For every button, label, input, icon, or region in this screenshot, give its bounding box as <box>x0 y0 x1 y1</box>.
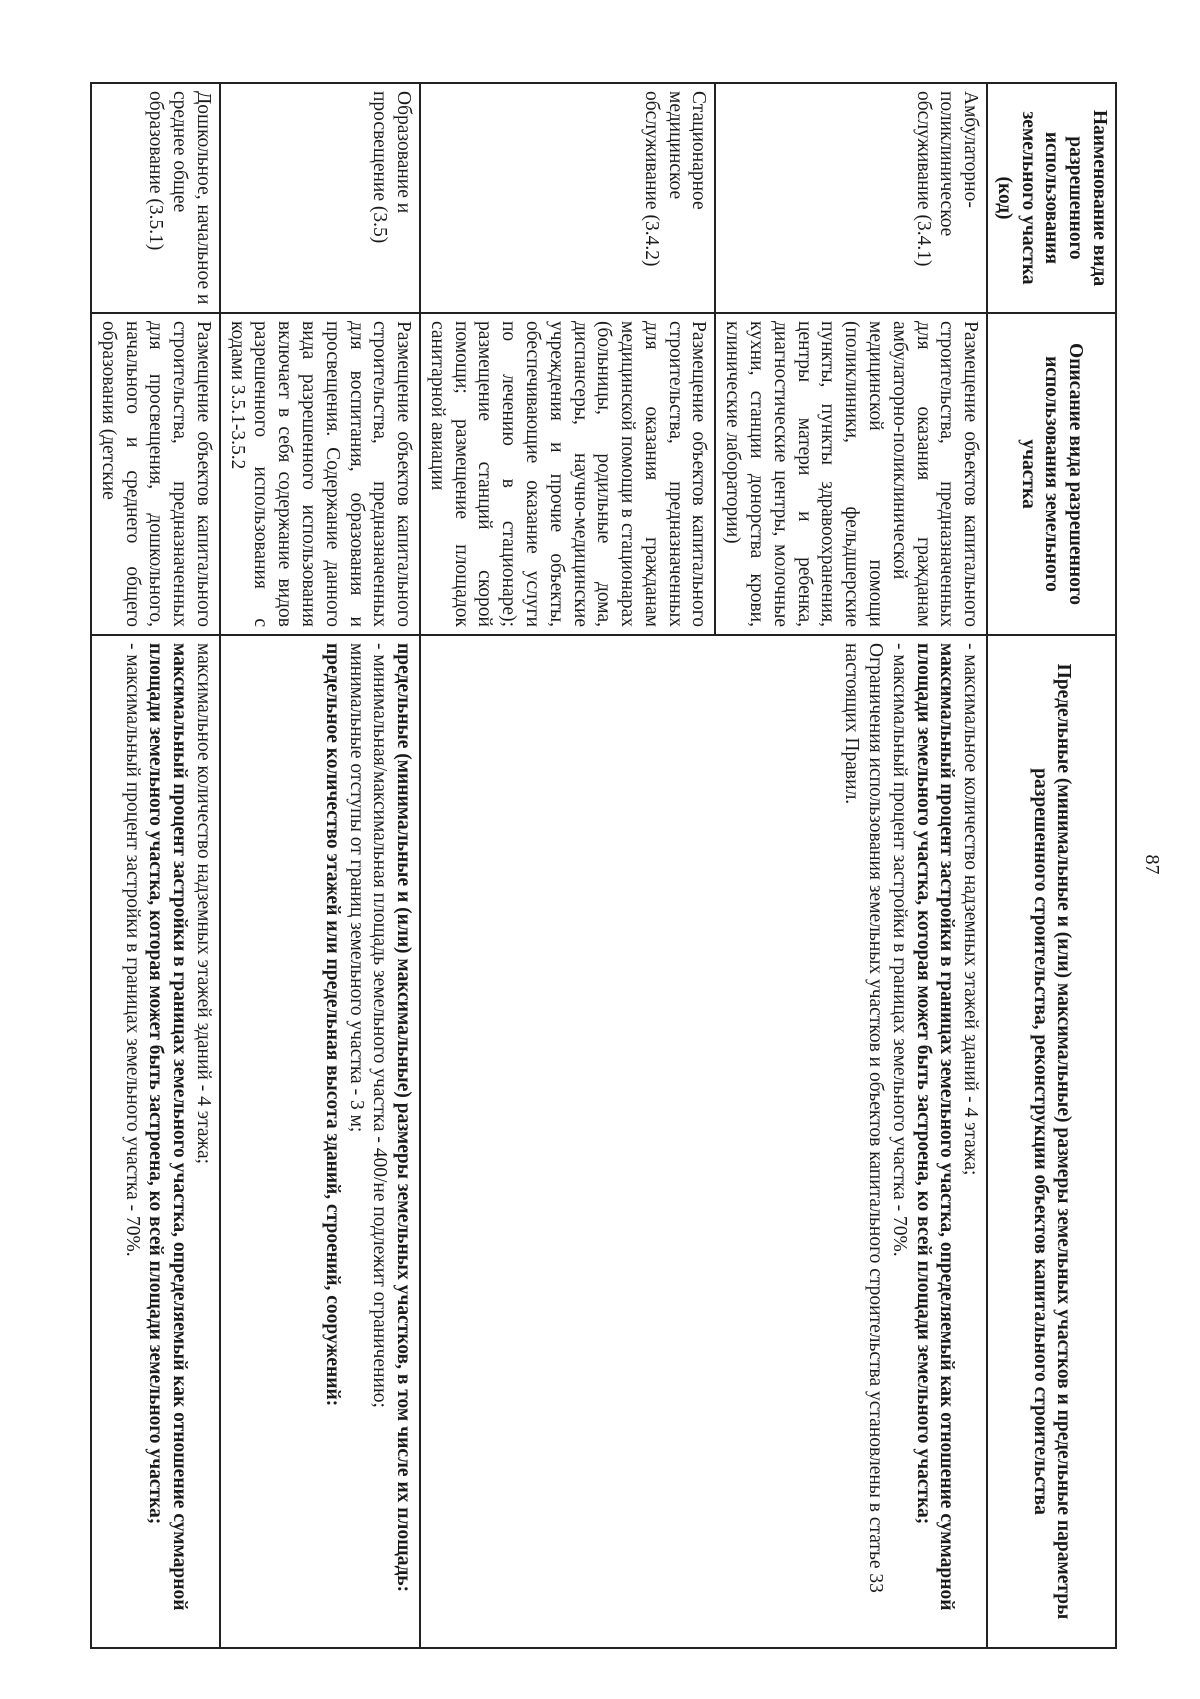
rotated-sheet <box>97 82 1163 1647</box>
param-line: - максимальный процент застройки в границах земельного участка - 70%. <box>888 643 910 1257</box>
header-description: Описание вида разрешенного использования земельного участка <box>987 313 1116 635</box>
cell-description: Размещение объектов капитального строительства, предназначенных для оказания гражданам медицинской помощи в стационарах (больницы, родильные дома, диспансеры, научно-медицинские учреждения и прочие объекты, обеспечивающие оказание услуги по лечению в стационаре); размещение станций скорой помощи; размещение площадок санитарной авиации <box>420 313 715 635</box>
param-line: минимальные отступы от границ земельного участка - 3 м; <box>345 643 367 1133</box>
table-row <box>716 83 988 1648</box>
cell-parameters <box>420 635 987 1648</box>
cell-name: Образование и просвещение (3.5) <box>220 83 420 313</box>
param-line: максимальное количество надземных этажей зданий - 4 этажа; <box>192 643 214 1165</box>
cell-name: Стационарное медицинское обслуживание (3.4.2) <box>420 83 715 313</box>
page-number: 87 <box>1141 854 1163 875</box>
param-line: - максимальное количество надземных этажей зданий - 4 этажа; <box>960 643 982 1176</box>
table-header-row <box>987 83 1116 1648</box>
cell-parameters <box>220 635 420 1648</box>
cell-description: Размещение объектов капитального строительства, предназначенных для оказания гражданам амбулаторно-поликлинической медицинской помощи (поликлиники, фельдшерские пункты, пункты здравоохранения, центры матери и ребенка, диагностические центры, молочные кухни, станции донорства крови, клинические лаборатории) <box>716 313 988 635</box>
cell-description: Размещение объектов капитального строительства, предназначенных для просвещения, дошкольного, начального и среднего общего образования (детские <box>91 313 220 635</box>
param-line: предельные (минимальные и (или) максимальные) размеры земельных участков, в том числе их площадь: <box>393 643 415 1593</box>
cell-parameters <box>91 635 220 1648</box>
param-line: Ограничения использования земельных участков и объектов капитального строительства установлены в статье 33 настоящих Правил. <box>841 643 886 1593</box>
param-line: - максимальный процент застройки в границах земельного участка - 70%. <box>121 643 143 1257</box>
table-row <box>220 83 420 1648</box>
cell-name: Дошкольное, начальное и среднее общее образование (3.5.1) <box>91 83 220 313</box>
cell-name: Амбулаторно-поликлиническое обслуживание (3.4.1) <box>716 83 988 313</box>
land-use-table <box>90 82 1117 1649</box>
param-line: - минимальная/максимальная площадь земельного участка - 400/не подлежит ограничению; <box>369 643 391 1408</box>
header-parameters: Предельные (минимальные и (или) максимальные) размеры земельных участков и предельные параметры разрешенного строительства, реконструкции объектов капитального строительства <box>987 635 1116 1648</box>
cell-description: Размещение объектов капитального строительства, предназначенных для воспитания, образования и просвещения. Содержание данного вида разрешенного использования включает в себя содержание видов разрешенного использования с кодами 3.5.1-3.5.2 <box>220 313 420 635</box>
param-line: предельное количество этажей или предельная высота зданий, строений, сооружений: <box>321 643 343 1407</box>
param-line: максимальный процент застройки в границах земельного участка, определяемый как отношение суммарной площади земельного участка, которая может быть застроена, ко всей площади земельного участка; <box>145 643 191 1611</box>
param-line: максимальный процент застройки в границах земельного участка, определяемый как отношение суммарной площади земельного участка, которая может быть застроена, ко всей площади земельного участка; <box>912 643 958 1611</box>
header-name: Наименование вида разрешенного использования земельного участка (код) <box>987 83 1116 313</box>
table-row <box>91 83 220 1648</box>
